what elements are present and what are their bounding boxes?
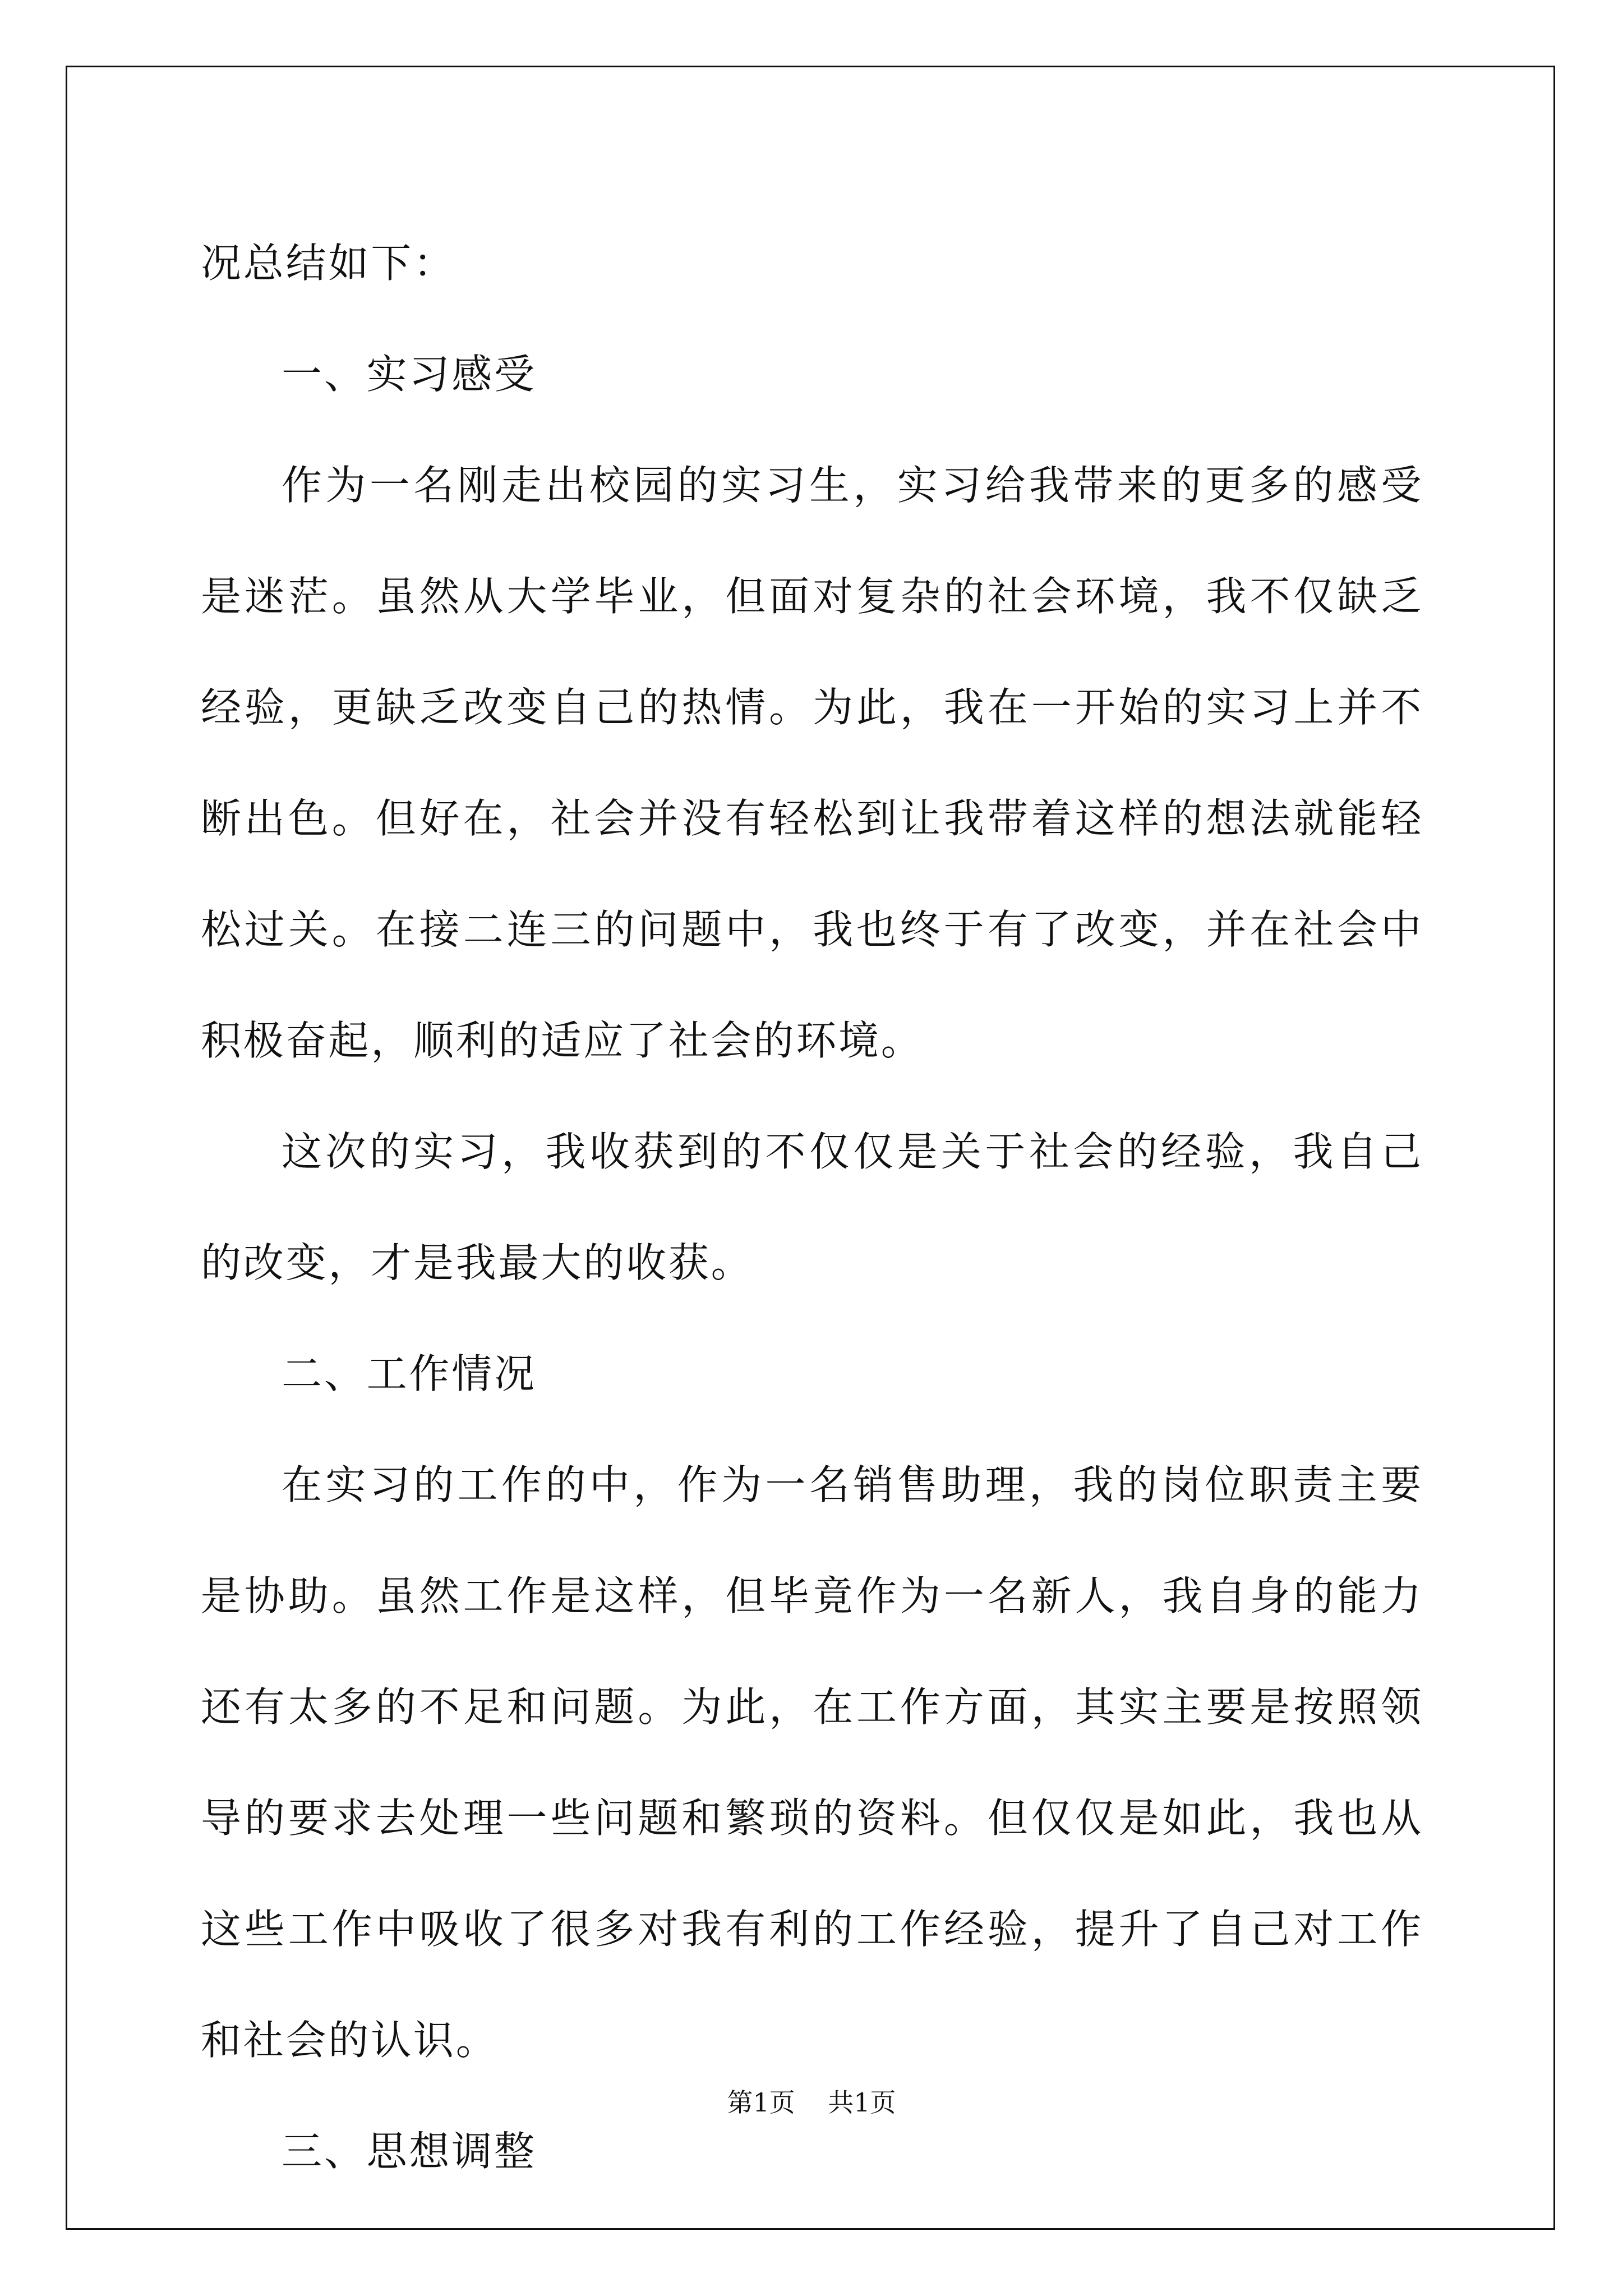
page-total: 共1页: [828, 2087, 896, 2118]
section-heading-1: 一、实习感受: [282, 351, 537, 398]
page-number: 第1页: [727, 2087, 795, 2118]
document-body: [201, 208, 1423, 2207]
page-footer: [0, 2086, 1623, 2119]
paragraph: 在实习的工作的中，作为一名销售助理，我的岗位职责主要是协助。虽然工作是这样，但毕竟作为一名新人，我自身的能力还有太多的不足和问题。为此，在工作方面，其实主要是按照领导的要求去处理一些问题和繁琐的资料。但仅仅是如此，我也从这些工作中吸收了很多对我有利的工作经验，提升了自己对工作和社会的认识。: [201, 1461, 1423, 2064]
paragraph: 作为一名刚走出校园的实习生，实习给我带来的更多的感受是迷茫。虽然从大学毕业，但面对复杂的社会环境，我不仅缺乏经验，更缺乏改变自己的热情。为此，我在一开始的实习上并不断出色。但好在，社会并没有轻松到让我带着这样的想法就能轻松过关。在接二连三的问题中，我也终于有了改变，并在社会中积极奋起，顺利的适应了社会的环境。: [201, 462, 1423, 1064]
paragraph-continuation: 况总结如下：: [201, 240, 456, 287]
section-heading-2: 二、工作情况: [282, 1350, 537, 1397]
paragraph: 这次的实习，我收获到的不仅仅是关于社会的经验，我自己的改变，才是我最大的收获。: [201, 1128, 1423, 1286]
section-heading-3: 三、思想调整: [282, 2128, 537, 2175]
